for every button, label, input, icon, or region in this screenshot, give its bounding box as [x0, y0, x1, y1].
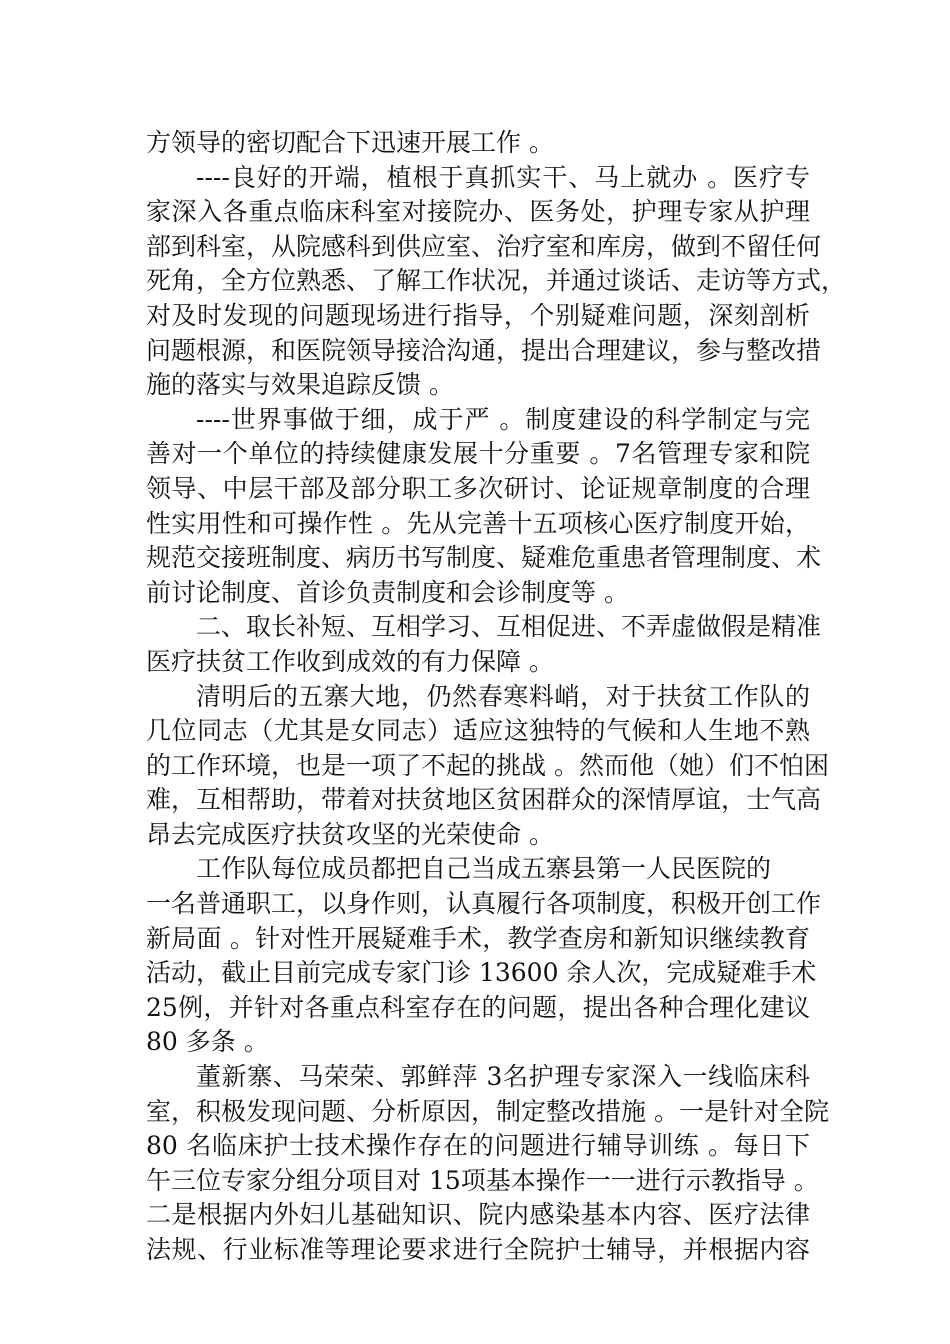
- text-line: 难，互相帮助，带着对扶贫地区贫困群众的深情厚谊，士气高: [146, 785, 822, 815]
- text-line: 善对一个单位的持续健康发展十分重要 。7名管理专家和院: [146, 439, 810, 469]
- text-line: 80 名临床护士技术操作存在的问题进行辅导训练 。每日下: [146, 1131, 810, 1161]
- text-line: 部到科室，从院感科到供应室、治疗室和库房，做到不留任何: [146, 231, 822, 261]
- text-line: 工作队每位成员都把自己当成五寨县第一人民医院的: [196, 854, 772, 884]
- text-line: 死角，全方位熟悉、了解工作状况，并通过谈话、走访等方式，: [146, 266, 847, 296]
- text-line: ----世界事做于细，成于严 。制度建设的科学制定与完: [196, 404, 810, 434]
- text-line: ----良好的开端，植根于真抓实干、马上就办 。医疗专: [196, 162, 810, 192]
- text-line: 董新寨、马荣荣、郭鲜萍 3名护理专家深入一线临床科: [196, 1062, 810, 1092]
- text-line: 80 多条 。: [146, 1027, 269, 1057]
- text-line: 几位同志（尤其是女同志）适应这独特的气候和人生地不熟: [146, 716, 810, 746]
- text-line: 昂去完成医疗扶贫攻坚的光荣使命 。: [146, 819, 554, 849]
- text-line: 室，积极发现问题、分析原因，制定整改措施 。一是针对全院: [146, 1096, 829, 1126]
- text-line: 一名普通职工，以身作则，认真履行各项制度，积极开创工作: [146, 889, 822, 919]
- text-line: 前讨论制度、首诊负责制度和会诊制度等 。: [146, 577, 629, 607]
- body-text: [146, 126, 847, 1268]
- text-line: 法规、行业标准等理论要求进行全院护士辅导，并根据内容: [146, 1235, 810, 1264]
- text-line: 对及时发现的问题现场进行指导，个别疑难问题，深刻剖析: [146, 300, 810, 330]
- text-line: 领导、中层干部及部分职工多次研讨、论证规章制度的合理: [146, 473, 810, 503]
- text-line: 家深入各重点临床科室对接院办、医务处，护理专家从护理: [146, 197, 810, 227]
- text-line: 医疗扶贫工作收到成效的有力保障 。: [146, 646, 554, 676]
- text-line: 二是根据内外妇儿基础知识、院内感染基本内容、医疗法律: [146, 1200, 810, 1230]
- text-line: 问题根源，和医院领导接洽沟通，提出合理建议，参与整改措: [146, 335, 822, 365]
- text-line: 性实用性和可操作性 。先从完善十五项核心医疗制度开始，: [146, 508, 810, 538]
- text-line: 新局面 。针对性开展疑难手术，教学查房和新知识继续教育: [146, 923, 810, 953]
- text-line: 二、取长补短、互相学习、互相促进、不弄虚做假是精准: [196, 612, 822, 642]
- text-line: 施的落实与效果追踪反馈 。: [146, 370, 454, 400]
- text-line: 午三位专家分组分项目对 15项基本操作一一进行示教指导 。: [146, 1165, 819, 1195]
- text-line: 活动，截止目前完成专家门诊 13600 余人次，完成疑难手术: [146, 958, 817, 988]
- text-line: 清明后的五寨大地，仍然春寒料峭，对于扶贫工作队的: [196, 681, 810, 711]
- text-line: 规范交接班制度、病历书写制度、疑难危重患者管理制度、术: [146, 543, 822, 573]
- text-line: 的工作环境，也是一项了不起的挑战 。然而他（她）们不怕困: [146, 750, 829, 780]
- text-line: 方领导的密切配合下迅速开展工作 。: [146, 128, 554, 157]
- text-line: 25例，并针对各重点科室存在的问题，提出各种合理化建议: [146, 992, 810, 1022]
